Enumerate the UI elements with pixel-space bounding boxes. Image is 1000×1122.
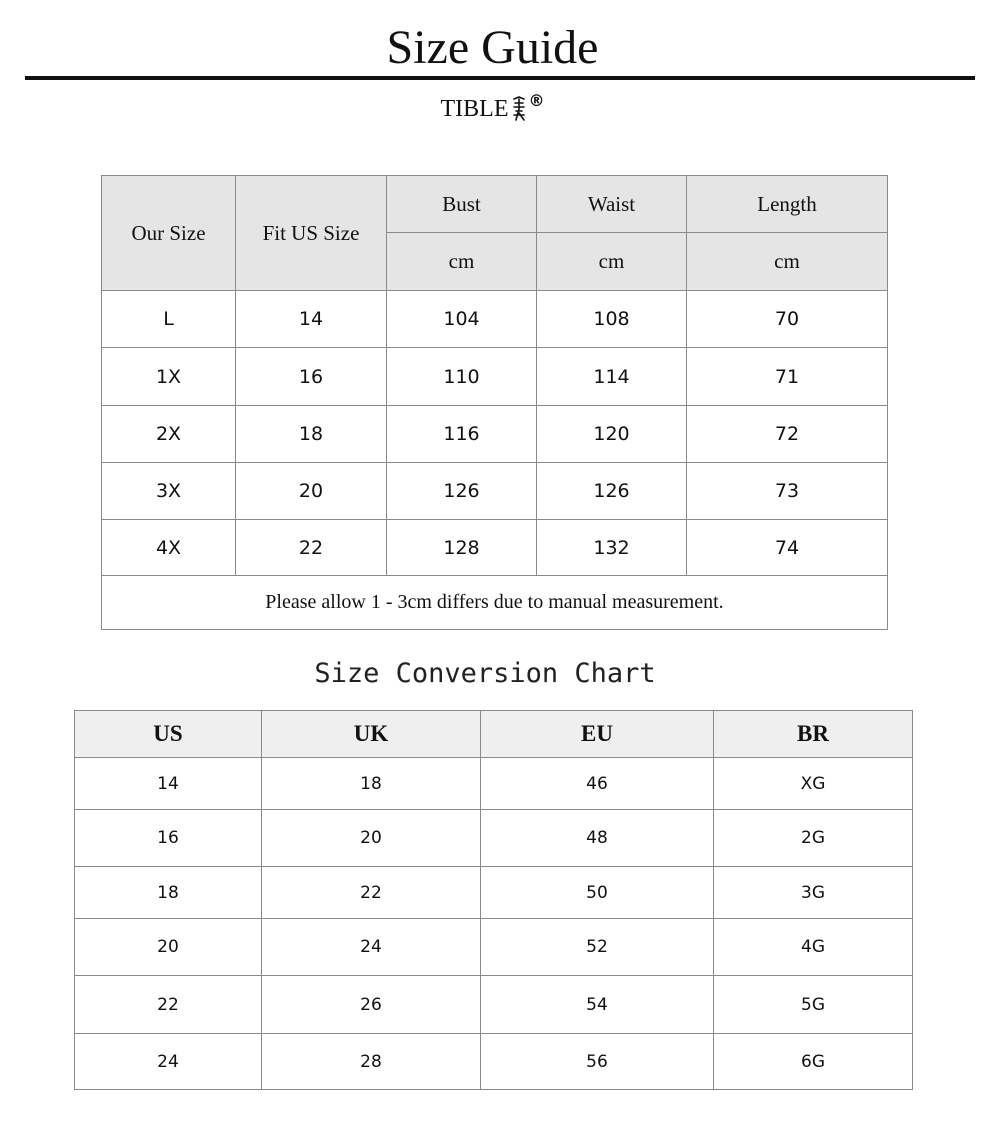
eu-cell: 46: [481, 758, 714, 810]
length-cell: 70: [687, 291, 888, 348]
br-cell: 4G: [714, 919, 913, 976]
eu-cell: 56: [481, 1034, 714, 1090]
uk-cell: 24: [262, 919, 481, 976]
uk-cell: 22: [262, 867, 481, 919]
length-cell: 72: [687, 406, 888, 463]
table-row: [75, 976, 913, 1034]
table-row: [102, 520, 888, 576]
us-cell: 18: [75, 867, 262, 919]
header-bust: Bust: [387, 176, 537, 233]
us-cell: 14: [75, 758, 262, 810]
bust-cell: 110: [387, 348, 537, 406]
br-cell: 5G: [714, 976, 913, 1034]
waist-cell: 126: [537, 463, 687, 520]
eu-cell: 48: [481, 810, 714, 867]
table-row: [75, 919, 913, 976]
brand-name: TIBLE: [440, 96, 509, 122]
length-cell: 71: [687, 348, 888, 406]
uk-cell: 26: [262, 976, 481, 1034]
table-row: [102, 406, 888, 463]
header-uk: UK: [262, 711, 481, 758]
us-size-cell: 16: [236, 348, 387, 406]
waist-cell: 132: [537, 520, 687, 576]
us-cell: 22: [75, 976, 262, 1034]
header-eu: EU: [481, 711, 714, 758]
eu-cell: 52: [481, 919, 714, 976]
table-row: [102, 348, 888, 406]
header-waist: Waist: [537, 176, 687, 233]
brand-line: [0, 86, 985, 124]
waist-cell: 114: [537, 348, 687, 406]
us-cell: 20: [75, 919, 262, 976]
size-guide-table: [101, 175, 888, 630]
measurement-note: Please allow 1 - 3cm differs due to manual measurement.: [102, 576, 888, 630]
unit-bust: cm: [387, 233, 537, 291]
header-our-size: Our Size: [102, 176, 236, 291]
eu-cell: 50: [481, 867, 714, 919]
eu-cell: 54: [481, 976, 714, 1034]
bust-cell: 104: [387, 291, 537, 348]
title-divider: [25, 76, 975, 80]
header-fit-us-size: Fit US Size: [236, 176, 387, 291]
table-row: [75, 1034, 913, 1090]
our-size-cell: 2X: [102, 406, 236, 463]
table-row: [75, 810, 913, 867]
our-size-cell: 4X: [102, 520, 236, 576]
unit-waist: cm: [537, 233, 687, 291]
us-size-cell: 18: [236, 406, 387, 463]
us-size-cell: 14: [236, 291, 387, 348]
unit-length: cm: [687, 233, 888, 291]
us-size-cell: 20: [236, 463, 387, 520]
us-size-cell: 22: [236, 520, 387, 576]
br-cell: 2G: [714, 810, 913, 867]
uk-cell: 28: [262, 1034, 481, 1090]
header-length: Length: [687, 176, 888, 233]
registered-mark: ®: [528, 91, 545, 110]
waist-cell: 120: [537, 406, 687, 463]
uk-cell: 20: [262, 810, 481, 867]
our-size-cell: L: [102, 291, 236, 348]
length-cell: 74: [687, 520, 888, 576]
us-cell: 24: [75, 1034, 262, 1090]
bust-cell: 128: [387, 520, 537, 576]
br-cell: 6G: [714, 1034, 913, 1090]
table-row: [102, 463, 888, 520]
us-cell: 16: [75, 810, 262, 867]
waist-cell: 108: [537, 291, 687, 348]
page-title: Size Guide: [386, 21, 599, 74]
header-br: BR: [714, 711, 913, 758]
uk-cell: 18: [262, 758, 481, 810]
conversion-chart-title: Size Conversion Chart: [314, 658, 656, 689]
size-conversion-table: [74, 710, 913, 1090]
length-cell: 73: [687, 463, 888, 520]
our-size-cell: 1X: [102, 348, 236, 406]
br-cell: 3G: [714, 867, 913, 919]
bust-cell: 126: [387, 463, 537, 520]
table-row: [75, 867, 913, 919]
bust-cell: 116: [387, 406, 537, 463]
our-size-cell: 3X: [102, 463, 236, 520]
brand-logo-icon: [512, 96, 526, 122]
table-row: [102, 291, 888, 348]
br-cell: XG: [714, 758, 913, 810]
table-row: [75, 758, 913, 810]
header-us: US: [75, 711, 262, 758]
